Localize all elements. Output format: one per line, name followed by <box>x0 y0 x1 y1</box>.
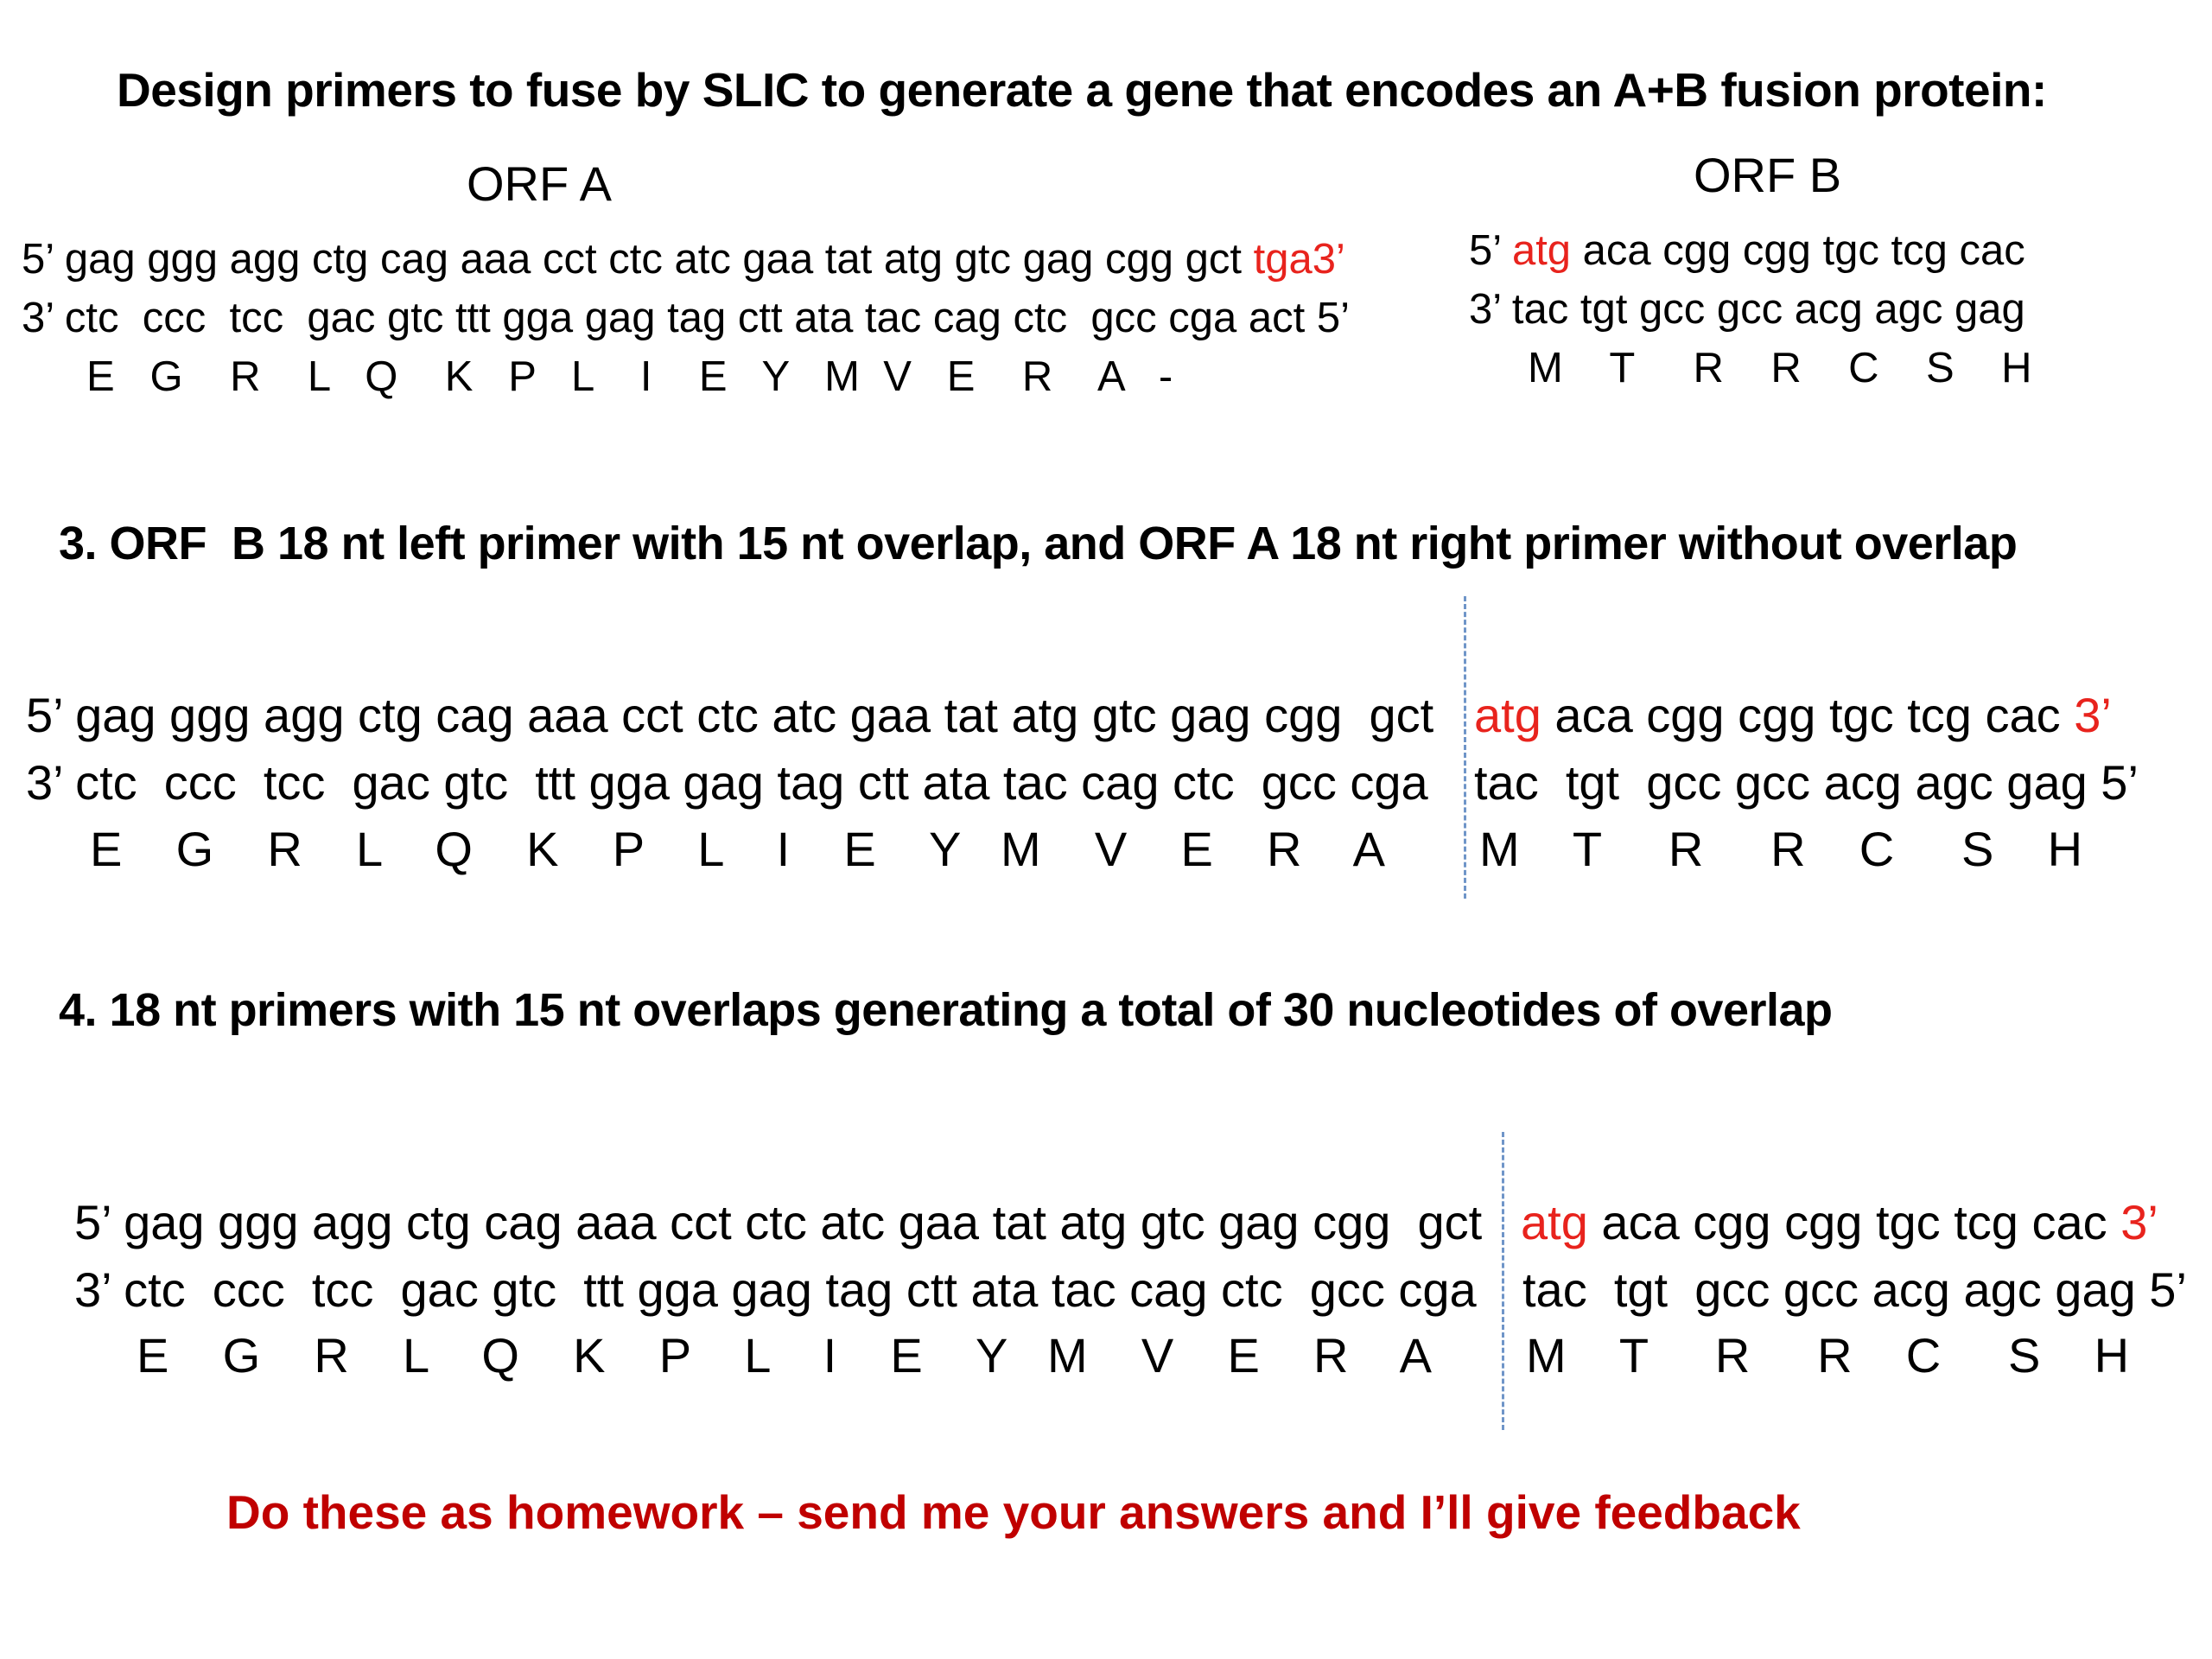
section-4-three-prime: 3’ <box>2120 1195 2158 1249</box>
section-4-protein-left: E G R L Q K P L I E Y M V E R A <box>137 1328 1432 1382</box>
orf-a-bottom-strand: 3’ ctc ccc tcc gac gtc ttt gga gag tag ctt ata tac cag ctc gcc cga act 5’ <box>22 295 1350 341</box>
orf-a-protein: E G R L Q K P L I E Y M V E R A - <box>86 353 1173 400</box>
section-4-bottom-left: 3’ ctc ccc tcc gac gtc ttt gga gag tag ctt ata tac cag ctc gcc cga <box>74 1262 1477 1317</box>
orf-b-top-strand <box>1469 226 2025 275</box>
orf-a-top-strand <box>22 235 1345 283</box>
section-4-top-left: 5’ gag ggg agg ctg cag aaa cct ctc atc gaa tat atg gtc gag cgg gct <box>74 1195 1483 1249</box>
section-4-start-codon: atg <box>1521 1195 1588 1249</box>
section-3-top-right <box>1474 687 2112 743</box>
page-title: Design primers to fuse by SLIC to generate a gene that encodes an A+B fusion protein: <box>117 63 2047 117</box>
section-3-start-codon: atg <box>1474 688 1541 742</box>
section-4-top-sequence: aca cgg cgg tgc tcg cac <box>1587 1195 2121 1249</box>
section-3-top-left: 5’ gag ggg agg ctg cag aaa cct ctc atc gaa tat atg gtc gag cgg gct <box>26 688 1434 742</box>
orf-b-label: ORF B <box>1694 148 1842 202</box>
section-4-bottom-right: tac tgt gcc gcc acg agc gag 5’ <box>1522 1262 2187 1317</box>
orf-a-label: ORF A <box>467 156 613 211</box>
section-3-protein-right: M T R R C S H <box>1479 822 2083 876</box>
homework-note: Do these as homework – send me your answers and I’ll give feedback <box>226 1485 1801 1539</box>
orf-b-protein: M T R R C S H <box>1528 345 2032 391</box>
section-3-bottom-right: tac tgt gcc gcc acg agc gag 5’ <box>1474 755 2139 810</box>
section-4-top-right <box>1521 1194 2158 1250</box>
section-3-bottom-left: 3’ ctc ccc tcc gac gtc ttt gga gag tag ctt ata tac cag ctc gcc cga <box>26 755 1428 810</box>
orf-b-top-prefix: 5’ <box>1469 227 1512 274</box>
orf-a-top-sequence: 5’ gag ggg agg ctg cag aaa cct ctc atc gaa tat atg gtc gag cgg gct <box>22 236 1254 283</box>
section-3-protein-left: E G R L Q K P L I E Y M V E R A <box>90 822 1385 876</box>
section-4-heading: 4. 18 nt primers with 15 nt overlaps generating a total of 30 nucleotides of overlap <box>59 984 1833 1036</box>
orf-a-stop-codon: tga3’ <box>1253 236 1345 283</box>
section-3-three-prime: 3’ <box>2074 688 2112 742</box>
orf-b-start-codon: atg <box>1511 227 1572 274</box>
section-3-top-sequence: aca cgg cgg tgc tcg cac <box>1541 688 2075 742</box>
section-4-protein-right: M T R R C S H <box>1526 1328 2130 1382</box>
orf-b-top-sequence: aca cgg cgg tgc tcg cac <box>1571 227 2025 274</box>
section-3-heading: 3. ORF B 18 nt left primer with 15 nt overlap, and ORF A 18 nt right primer without overlap <box>59 518 2018 569</box>
section-4-junction-divider <box>1502 1132 1504 1430</box>
section-3-junction-divider <box>1464 596 1466 899</box>
orf-b-bottom-strand: 3’ tac tgt gcc gcc acg agc gag <box>1469 286 2025 333</box>
